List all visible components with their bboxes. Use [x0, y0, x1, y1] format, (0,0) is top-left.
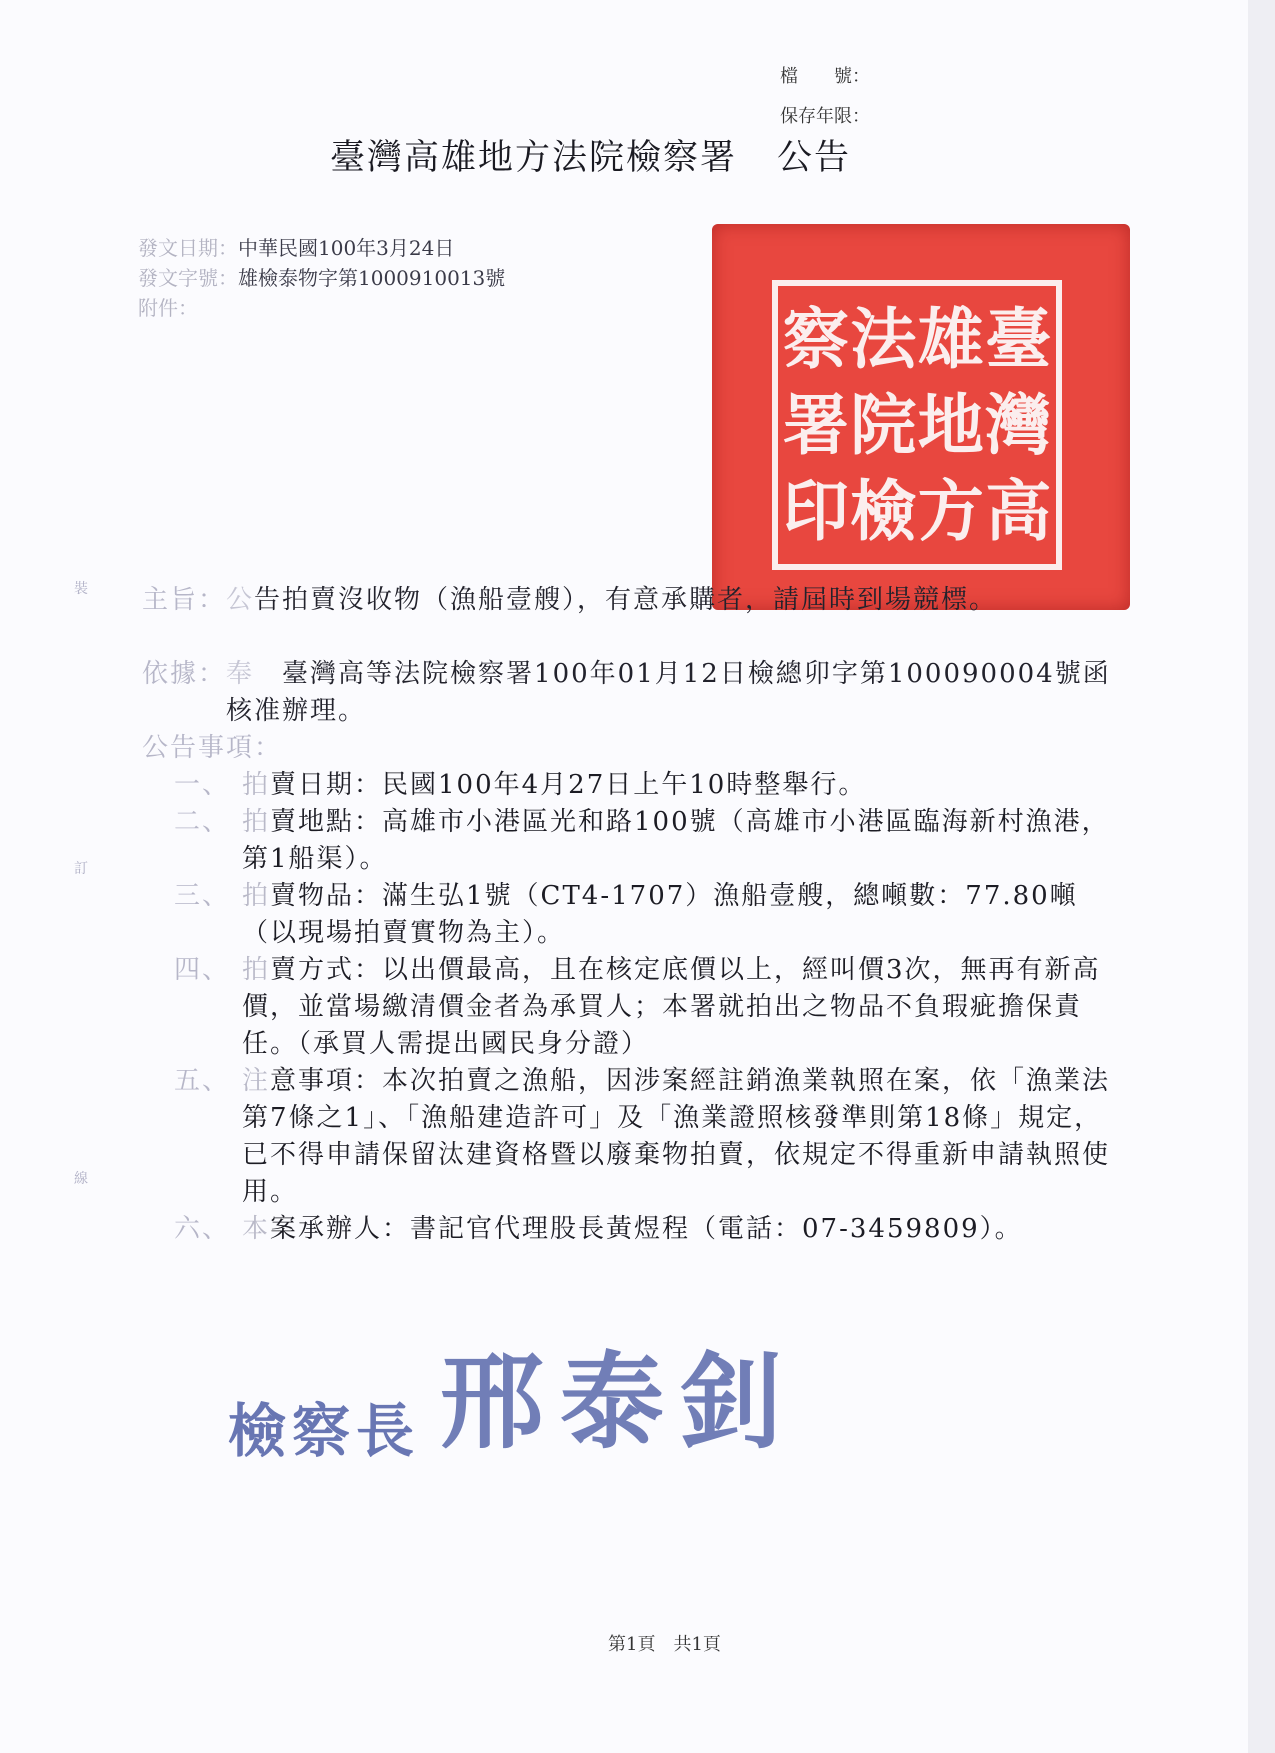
footer-page: 第1頁: [608, 1634, 656, 1655]
title-doc-type: 公告: [777, 138, 852, 178]
seal-column: 法 院 檢: [850, 300, 917, 550]
basis-text: 奉 臺灣高等法院檢察署100年01月12日檢總卯字第100090004號函核准辦理。: [226, 659, 1111, 726]
subject-text: 公告拍賣沒收物（漁船壹艘），有意承購者，請屆時到場競標。: [226, 585, 998, 615]
signature-stamp: [228, 1318, 800, 1468]
notice-item: 二、 拍賣地點：高雄市小港區光和路100號（高雄市小港區臨海新村漁港，第1船渠）。: [174, 807, 1110, 874]
binding-mark-top: 裝: [74, 581, 88, 597]
subject-section: [142, 582, 1122, 619]
notice-item: 四、 拍賣方式：以出價最高，且在核定底價以上，經叫價3次，無再有新高價，並當場繳清價金者為承買人；本署就拍出之物品不負瑕疵擔保責任。（承買人需提出國民身分證）: [174, 955, 1101, 1059]
basis-section: [142, 656, 1122, 730]
seal-column: 察 署 印: [782, 300, 849, 550]
signature-name: 邢泰釗: [440, 1340, 801, 1463]
notice-item: 一、 拍賣日期：民國100年4月27日上午10時整舉行。: [174, 770, 867, 800]
official-seal: [712, 224, 1130, 610]
subject-label: 主旨：: [142, 585, 227, 615]
basis-label: 依據：: [142, 659, 227, 689]
footer-total: 共1頁: [673, 1634, 721, 1655]
page-title: [330, 130, 851, 180]
page-footer: [608, 1630, 721, 1656]
seal-column: 雄 地 方: [917, 300, 984, 550]
meta-issue-date: 發文日期：中華民國100年3月24日: [138, 236, 455, 260]
seal-column: 臺 灣 高: [985, 300, 1052, 550]
binding-mark-middle: 訂: [74, 861, 88, 877]
meta-doc-number: 發文字號：雄檢泰物字第1000910013號: [138, 266, 506, 290]
meta-attachment: 附件：: [138, 296, 198, 320]
notice-item: 六、 本案承辦人：書記官代理股長黃煜程（電話：07-3459809）。: [174, 1214, 1023, 1244]
notice-heading: 公告事項：: [142, 733, 283, 763]
notice-item: 五、 注意事項：本次拍賣之漁船，因涉案經註銷漁業執照在案，依「漁業法第7條之1」、「漁船建造許可」及「漁業證照核發準則第18條」規定，已不得申請保留汰建資格暨以廢棄物拍賣，依規定不得重新申請執照使用。: [174, 1066, 1111, 1207]
notice-item: 三、 拍賣物品：滿生弘1號（CT4-1707）漁船壹艘，總噸數：77.80噸（以現場拍賣實物為主）。: [174, 881, 1078, 948]
seal-frame: [772, 280, 1062, 570]
binding-mark-bottom: 線: [74, 1171, 88, 1187]
signature-title: 檢察長: [228, 1397, 421, 1465]
archive-file-no: 檔 號：: [780, 66, 870, 87]
scan-edge: [1248, 0, 1275, 1753]
archive-retention: 保存年限：: [780, 106, 870, 127]
title-agency: 臺灣高雄地方法院檢察署: [330, 138, 738, 178]
notice-items: [174, 767, 1122, 1248]
